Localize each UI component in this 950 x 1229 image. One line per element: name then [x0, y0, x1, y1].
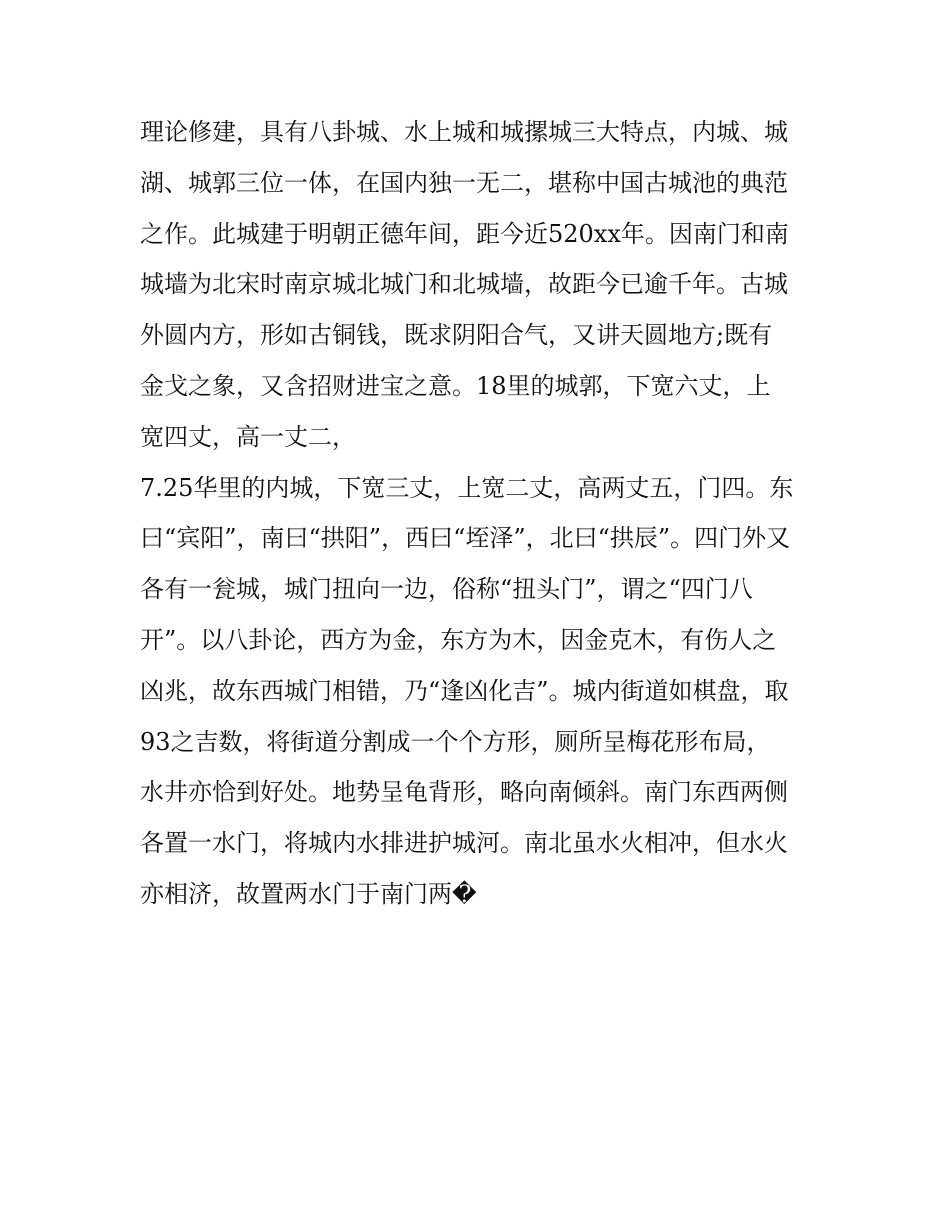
text-line: 7.25华里的内城，下宽三丈，上宽二丈，高两丈五，门四。东 — [140, 473, 794, 502]
text-line: 城墙为北宋时南京城北城门和北城墙，故距今已逾千年。古城 — [140, 270, 788, 299]
text-line: 理论修建，具有八卦城、水上城和城摞城三大特点，内城、城 — [140, 118, 788, 146]
text-line: 宽四丈，高一丈二， — [140, 422, 356, 451]
text-line: 各有一瓮城，城门扭向一边，俗称“扭头门”，谓之“四门八 — [140, 575, 753, 604]
text-line: 各置一水门，将城内水排进护城河。南北虽水火相冲，但水火 — [140, 829, 788, 858]
text-line: 曰“宾阳”，南曰“拱阳”，西曰“垤泽”，北曰“拱辰”。四门外又 — [140, 524, 791, 553]
text-line: 93之吉数，将街道分割成一个个方形，厕所呈梅花形布局， — [140, 727, 771, 756]
text-line: 湖、城郭三位一体，在国内独一无二，堪称中国古城池的典范 — [140, 168, 788, 197]
text-line: 凶兆，故东西城门相错，乃“逢凶化吉”。城内街道如棋盘，取 — [140, 676, 789, 705]
text-line: 之作。此城建于明朝正德年间，距今近520xx年。因南门和南 — [140, 219, 789, 248]
body-text — [140, 107, 830, 920]
text-line: 水井亦恰到好处。地势呈龟背形，略向南倾斜。南门东西两侧 — [140, 778, 788, 807]
text-line: 外圆内方，形如古铜钱，既求阴阳合气，又讲天圆地方;既有 — [140, 321, 773, 350]
text-line: 金戈之象，又含招财进宝之意。18里的城郭，下宽六丈，上 — [140, 371, 771, 400]
text-line: 亦相济，故置两水门于南门两� — [140, 879, 477, 908]
text-line: 开”。以八卦论，西方为金，东方为木，因金克木，有伤人之 — [140, 625, 777, 654]
